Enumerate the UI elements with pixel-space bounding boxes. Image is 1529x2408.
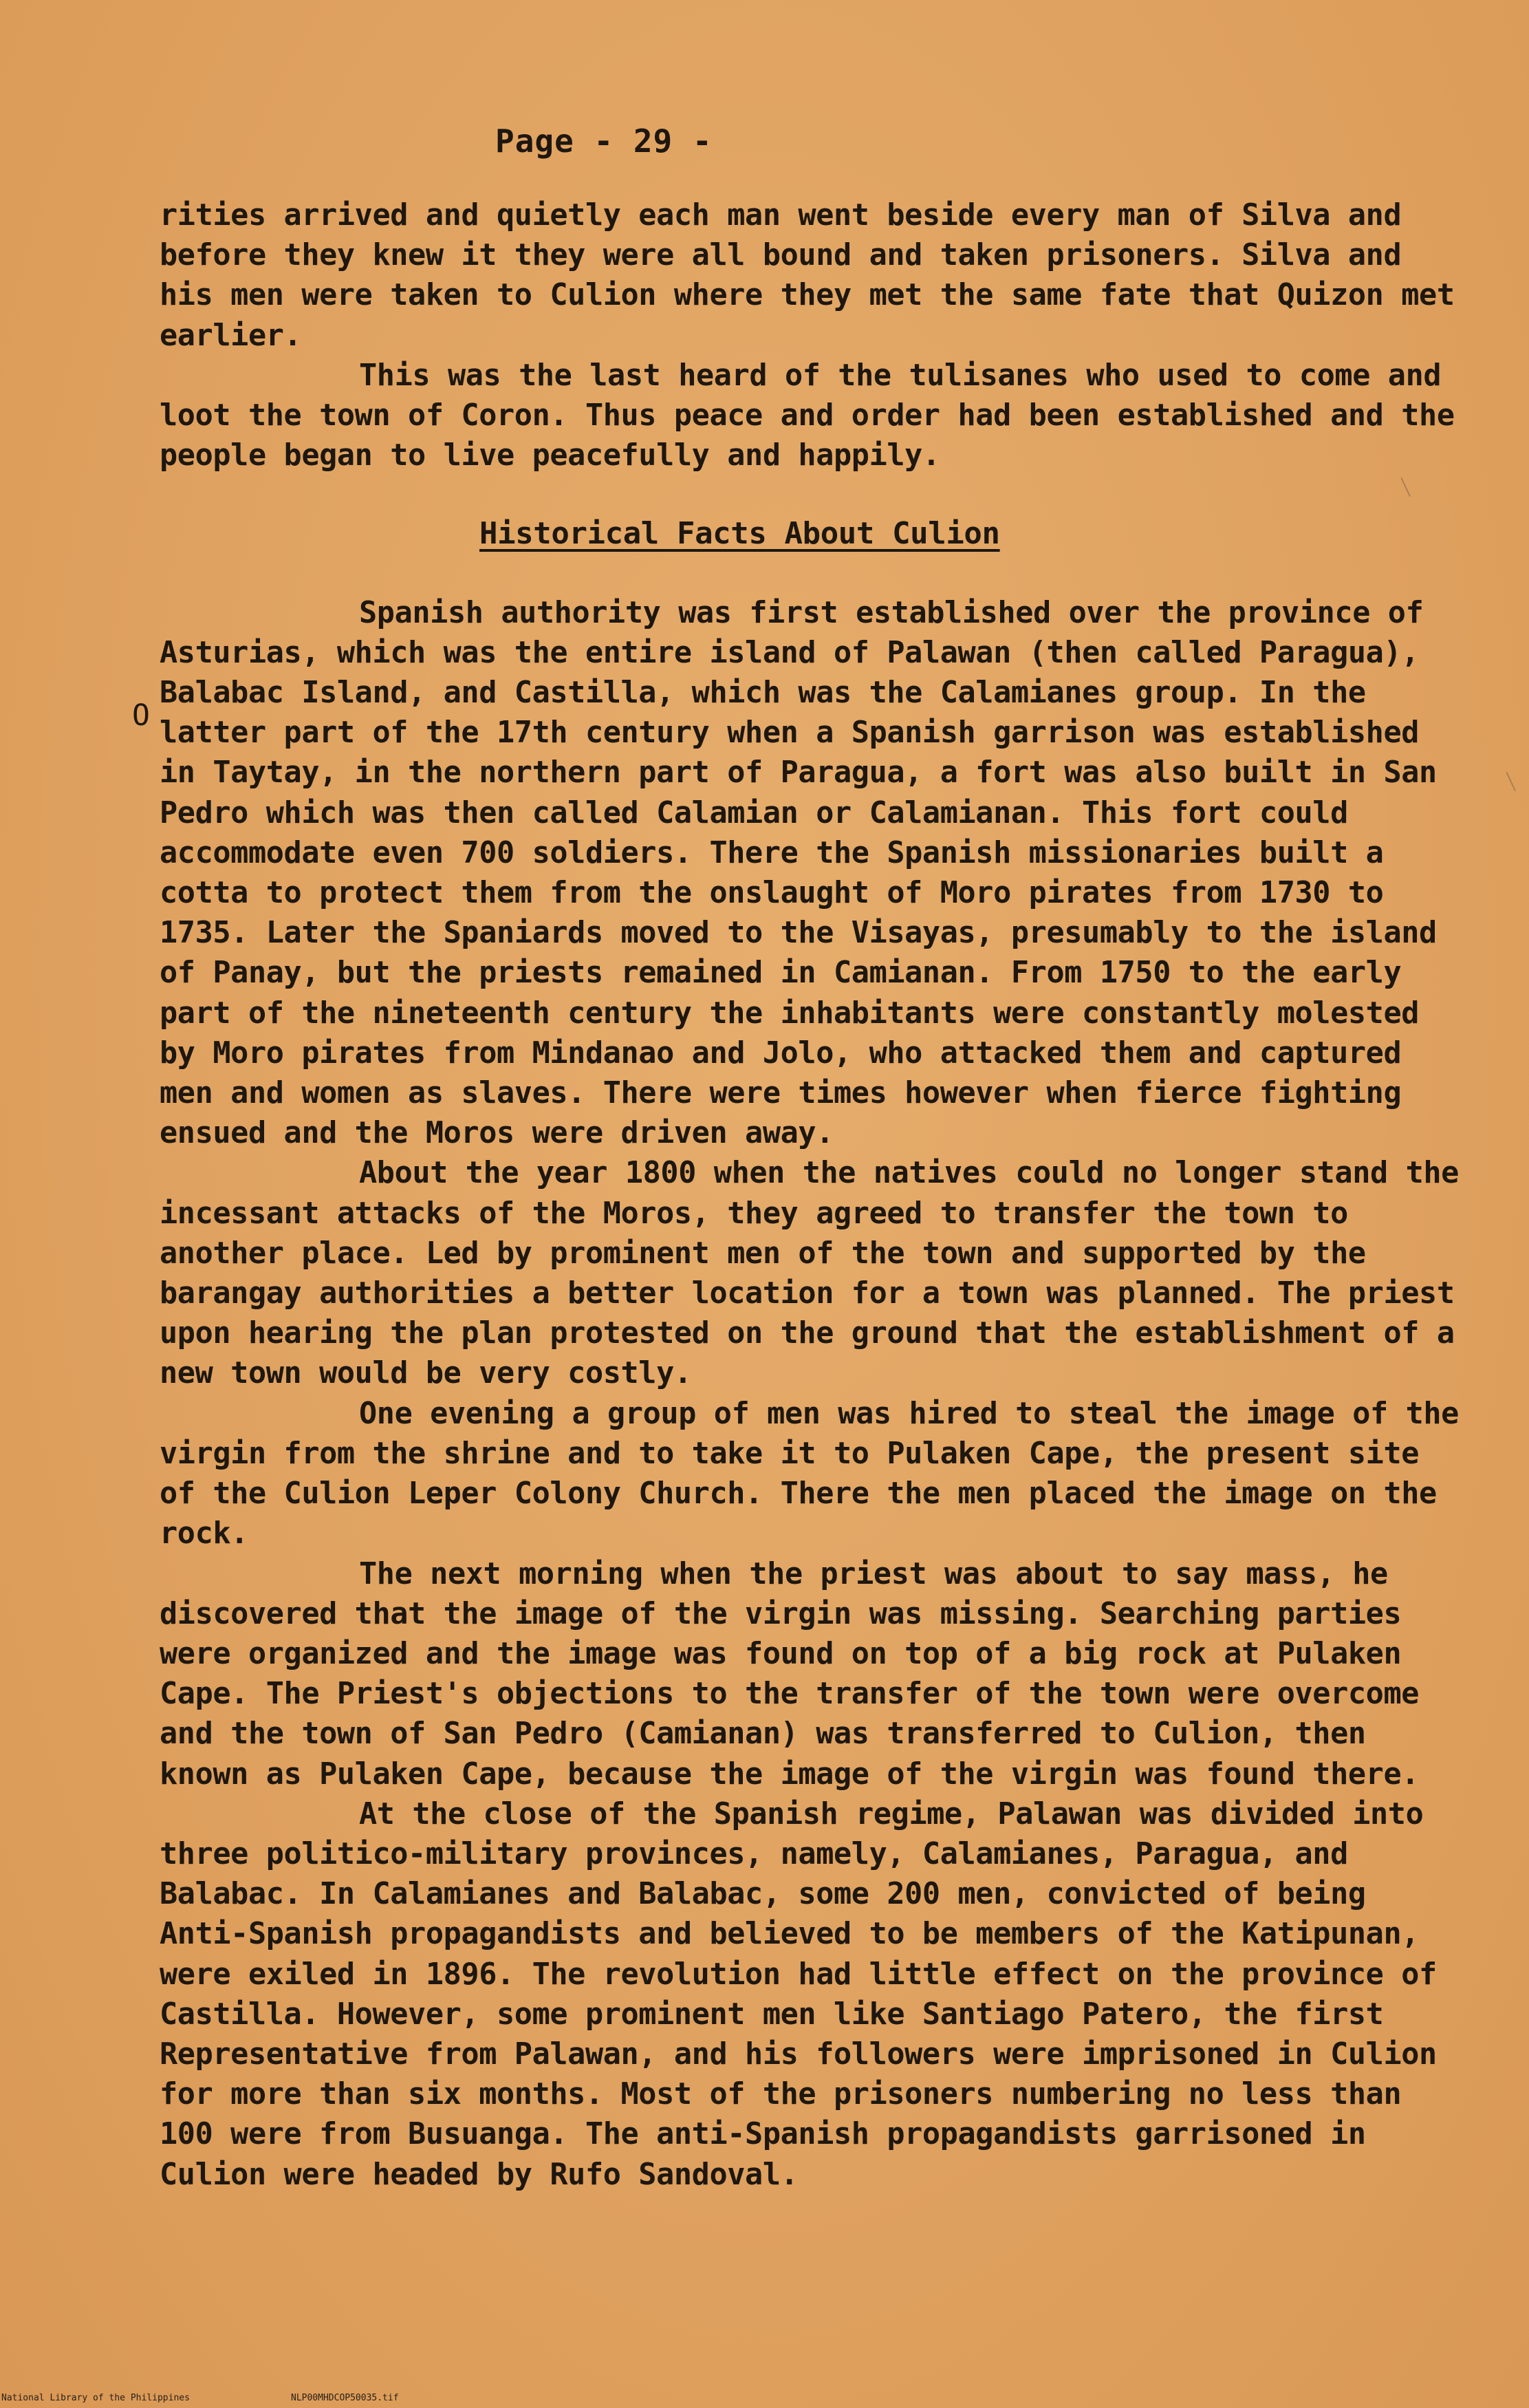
page-number: Page - 29 - xyxy=(495,122,713,160)
paragraph: About the year 1800 when the natives could no longer stand the incessant attacks of the Moros, they agreed to transfer the town to another place. Led by prominent men of the town and supported by the barangay authorities a better location for a town was planned. The priest upon hearing the plan protested on the ground that the establishment of a new town would be very costly. xyxy=(160,1156,1477,1391)
paragraph: rities arrived and quietly each man went beside every man of Silva and before they knew it they were all bound and taken prisoners. Silva and his men were taken to Culion where they met the same fate that Quizon met earlier. xyxy=(160,198,1473,353)
paragraph: One evening a group of men was hired to steal the image of the virgin from the shrine and to take it to Pulaken Cape, the present site of the Culion Leper Colony Church. There the men placed the image on the rock. xyxy=(160,1396,1477,1551)
footer-file-id: NLP00MHDCOP50035.tif xyxy=(291,2393,399,2403)
paragraph: The next morning when the priest was about to say mass, he discovered that the image of the virgin was missing. Searching parties were organized and the image was found on top of a big rock at Pulaken Cape. The Priest's objections to the transfer of the town were overcome and the town of San Pedro (Camianan) was transferred to Culion, then known as Pulaken Cape, because the image of the virgin was found there. xyxy=(160,1556,1437,1792)
pencil-mark xyxy=(1506,768,1524,791)
body-text xyxy=(160,195,1477,2195)
margin-note: O xyxy=(132,698,150,733)
section-heading: Historical Facts About Culion xyxy=(479,516,1000,552)
footer-library: National Library of the Philippines xyxy=(1,2393,190,2403)
paragraph: At the close of the Spanish regime, Palawan was divided into three politico-military provinces, namely, Calamianes, Paragua, and Balabac. In Calamianes and Balabac, some 200 men, convicted of being Anti-Spanish propagandists and believed to be members of the Katipunan, were exiled in 1896. The revolution had little effect on the province of Castilla. However, some prominent men like Santiago Patero, the first Representative from Palawan, and his followers were imprisoned in Culion for more than six months. Most of the prisoners numbering no less than 100 were from Busuanga. The anti-Spanish propagandists garrisoned in Culion were headed by Rufo Sandoval. xyxy=(160,1796,1455,2192)
paragraph: Spanish authority was first established over the province of Asturias, which was the entire island of Palawan (then called Paragua), Balabac Island, and Castilla, which was the Calamianes group. In the latter part of the 17th century when a Spanish garrison was established in Taytay, in the northern part of Paragua, a fort was also built in San Pedro which was then called Calamian or Calamianan. This fort could accommodate even 700 soldiers. There the Spanish missionaries built a cotta to protect them from the onslaught of Moro pirates from 1730 to 1735. Later the Spaniards moved to the Visayas, presumably to the island of Panay, but the priests remained in Camianan. From 1750 to the early part of the nineteenth century the inhabitants were constantly molested by Moro pirates from Mindanao and Jolo, who attacked them and captured men and women as slaves. There were times however when fierce fighting ensued and the Moros were driven away. xyxy=(160,595,1455,1151)
paragraph: This was the last heard of the tulisanes who used to come and loot the town of Coron. Thus peace and order had been established and the people began to live peacefully and happily. xyxy=(160,358,1473,473)
